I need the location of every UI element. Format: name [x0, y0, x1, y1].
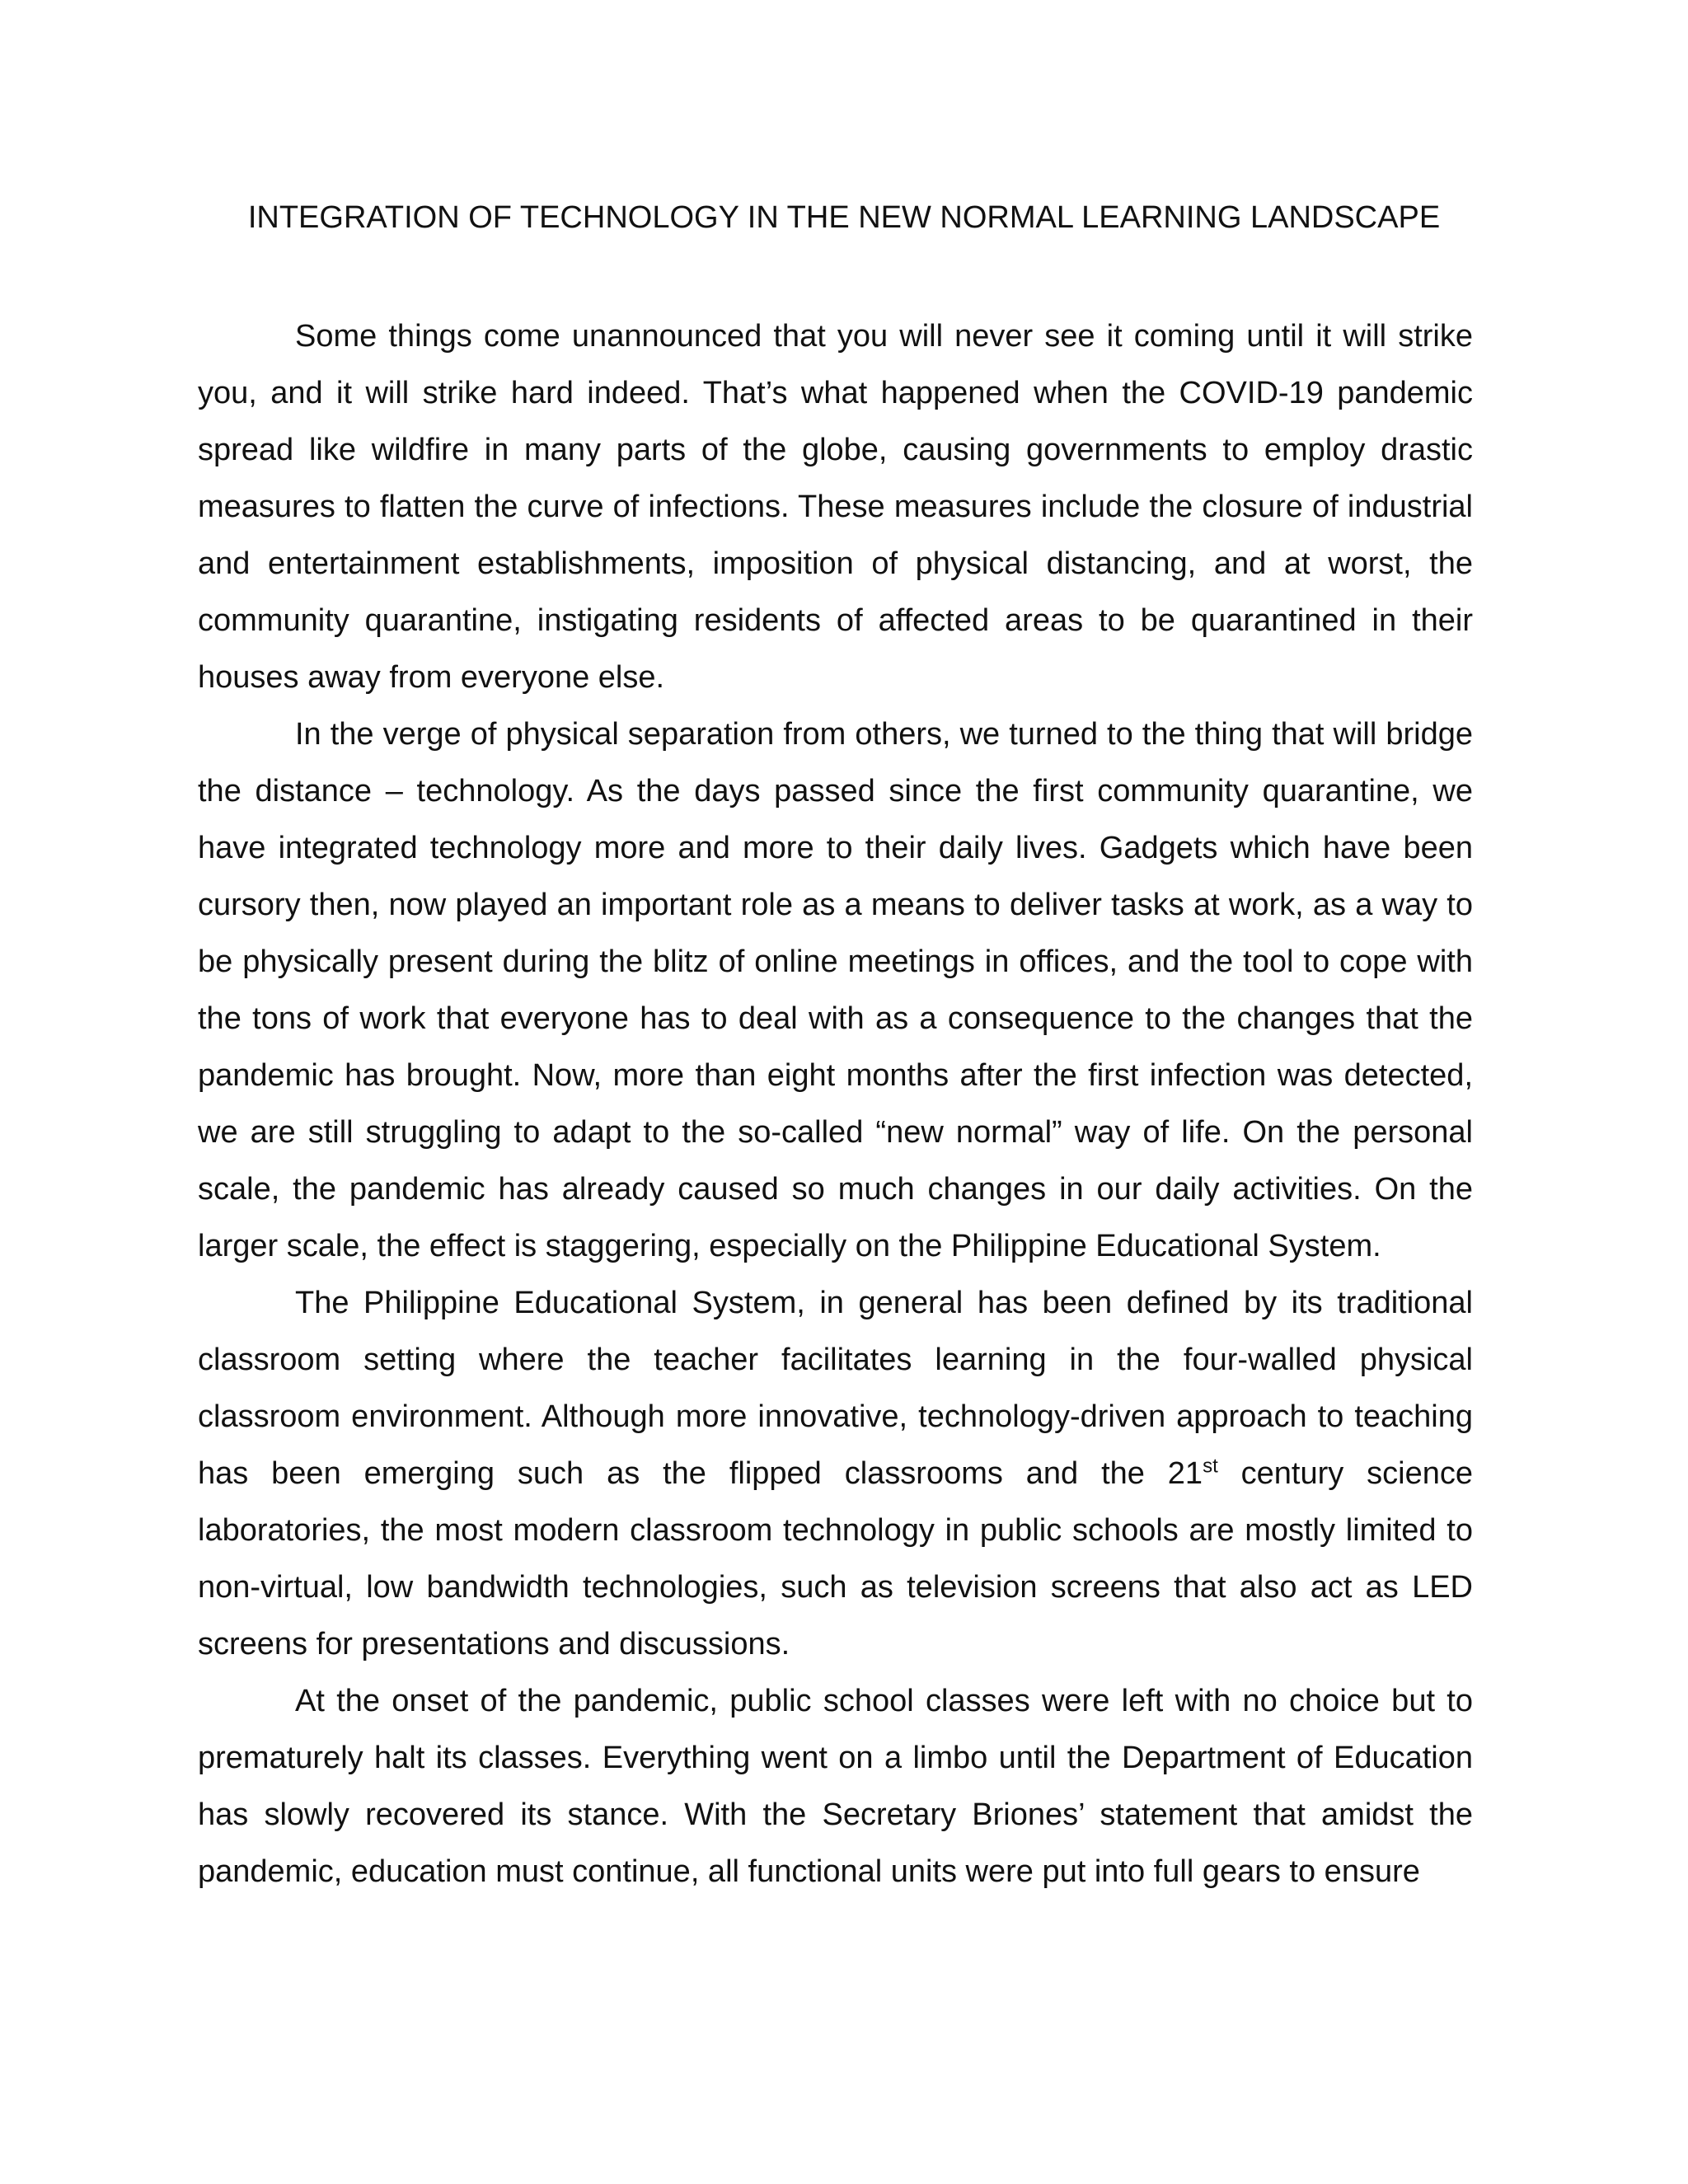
- paragraph-1: Some things come unannounced that you will never see it coming until it will strike you, and it will strike hard indeed. That’s what happened when the COVID-19 pandemic spread like wildfire in many parts of the globe, causing governments to employ drastic measures to flatten the curve of infections. These measures include the closure of industrial and entertainment establishments, imposition of physical distancing, and at worst, the community quarantine, instigating residents of affected areas to be quarantined in their houses away from everyone else.: [198, 319, 1473, 695]
- ordinal-superscript: st: [1203, 1455, 1218, 1478]
- paragraph-4: At the onset of the pandemic, public school classes were left with no choice but to prematurely halt its classes. Everything went on a limbo until the Department of Education has slowly recovered its stance. With the Secretary Briones’ statement that amidst the pandemic, education must continue, all functional units were put into full gears to ensure: [198, 1684, 1473, 1889]
- paragraph-2: In the verge of physical separation from others, we turned to the thing that will bridge the distance – technology. As the days passed since the first community quarantine, we have integrated technology more and more to their daily lives. Gadgets which have been cursory then, now played an important role as a means to deliver tasks at work, as a way to be physically present during the blitz of online meetings in offices, and the tool to cope with the tons of work that everyone has to deal with as a consequence to the changes that the pandemic has brought. Now, more than eight months after the first infection was detected, we are still struggling to adapt to the so-called “new normal” way of life. On the personal scale, the pandemic has already caused so much changes in our daily activities. On the larger scale, the effect is staggering, especially on the Philippine Educational System.: [198, 717, 1473, 1263]
- document-body: [198, 308, 1473, 1900]
- document-title: INTEGRATION OF TECHNOLOGY IN THE NEW NORMAL LEARNING LANDSCAPE: [247, 200, 1441, 235]
- paragraph-3-text-before: The Philippine Educational System, in general has been defined by its traditional classroom setting where the teacher facilitates learning in the four-walled physical classroom environment. Although more innovative, technology-driven approach to teaching has been emerging such as the flipped classrooms and the 21: [198, 1286, 1473, 1491]
- paragraph-3: [198, 1275, 1473, 1673]
- paragraph-3-text-after: century science laboratories, the most modern classroom technology in public schools are mostly limited to non-virtual, low bandwidth technologies, such as television screens that also act as LED screens for presentations and discussions.: [198, 1456, 1473, 1661]
